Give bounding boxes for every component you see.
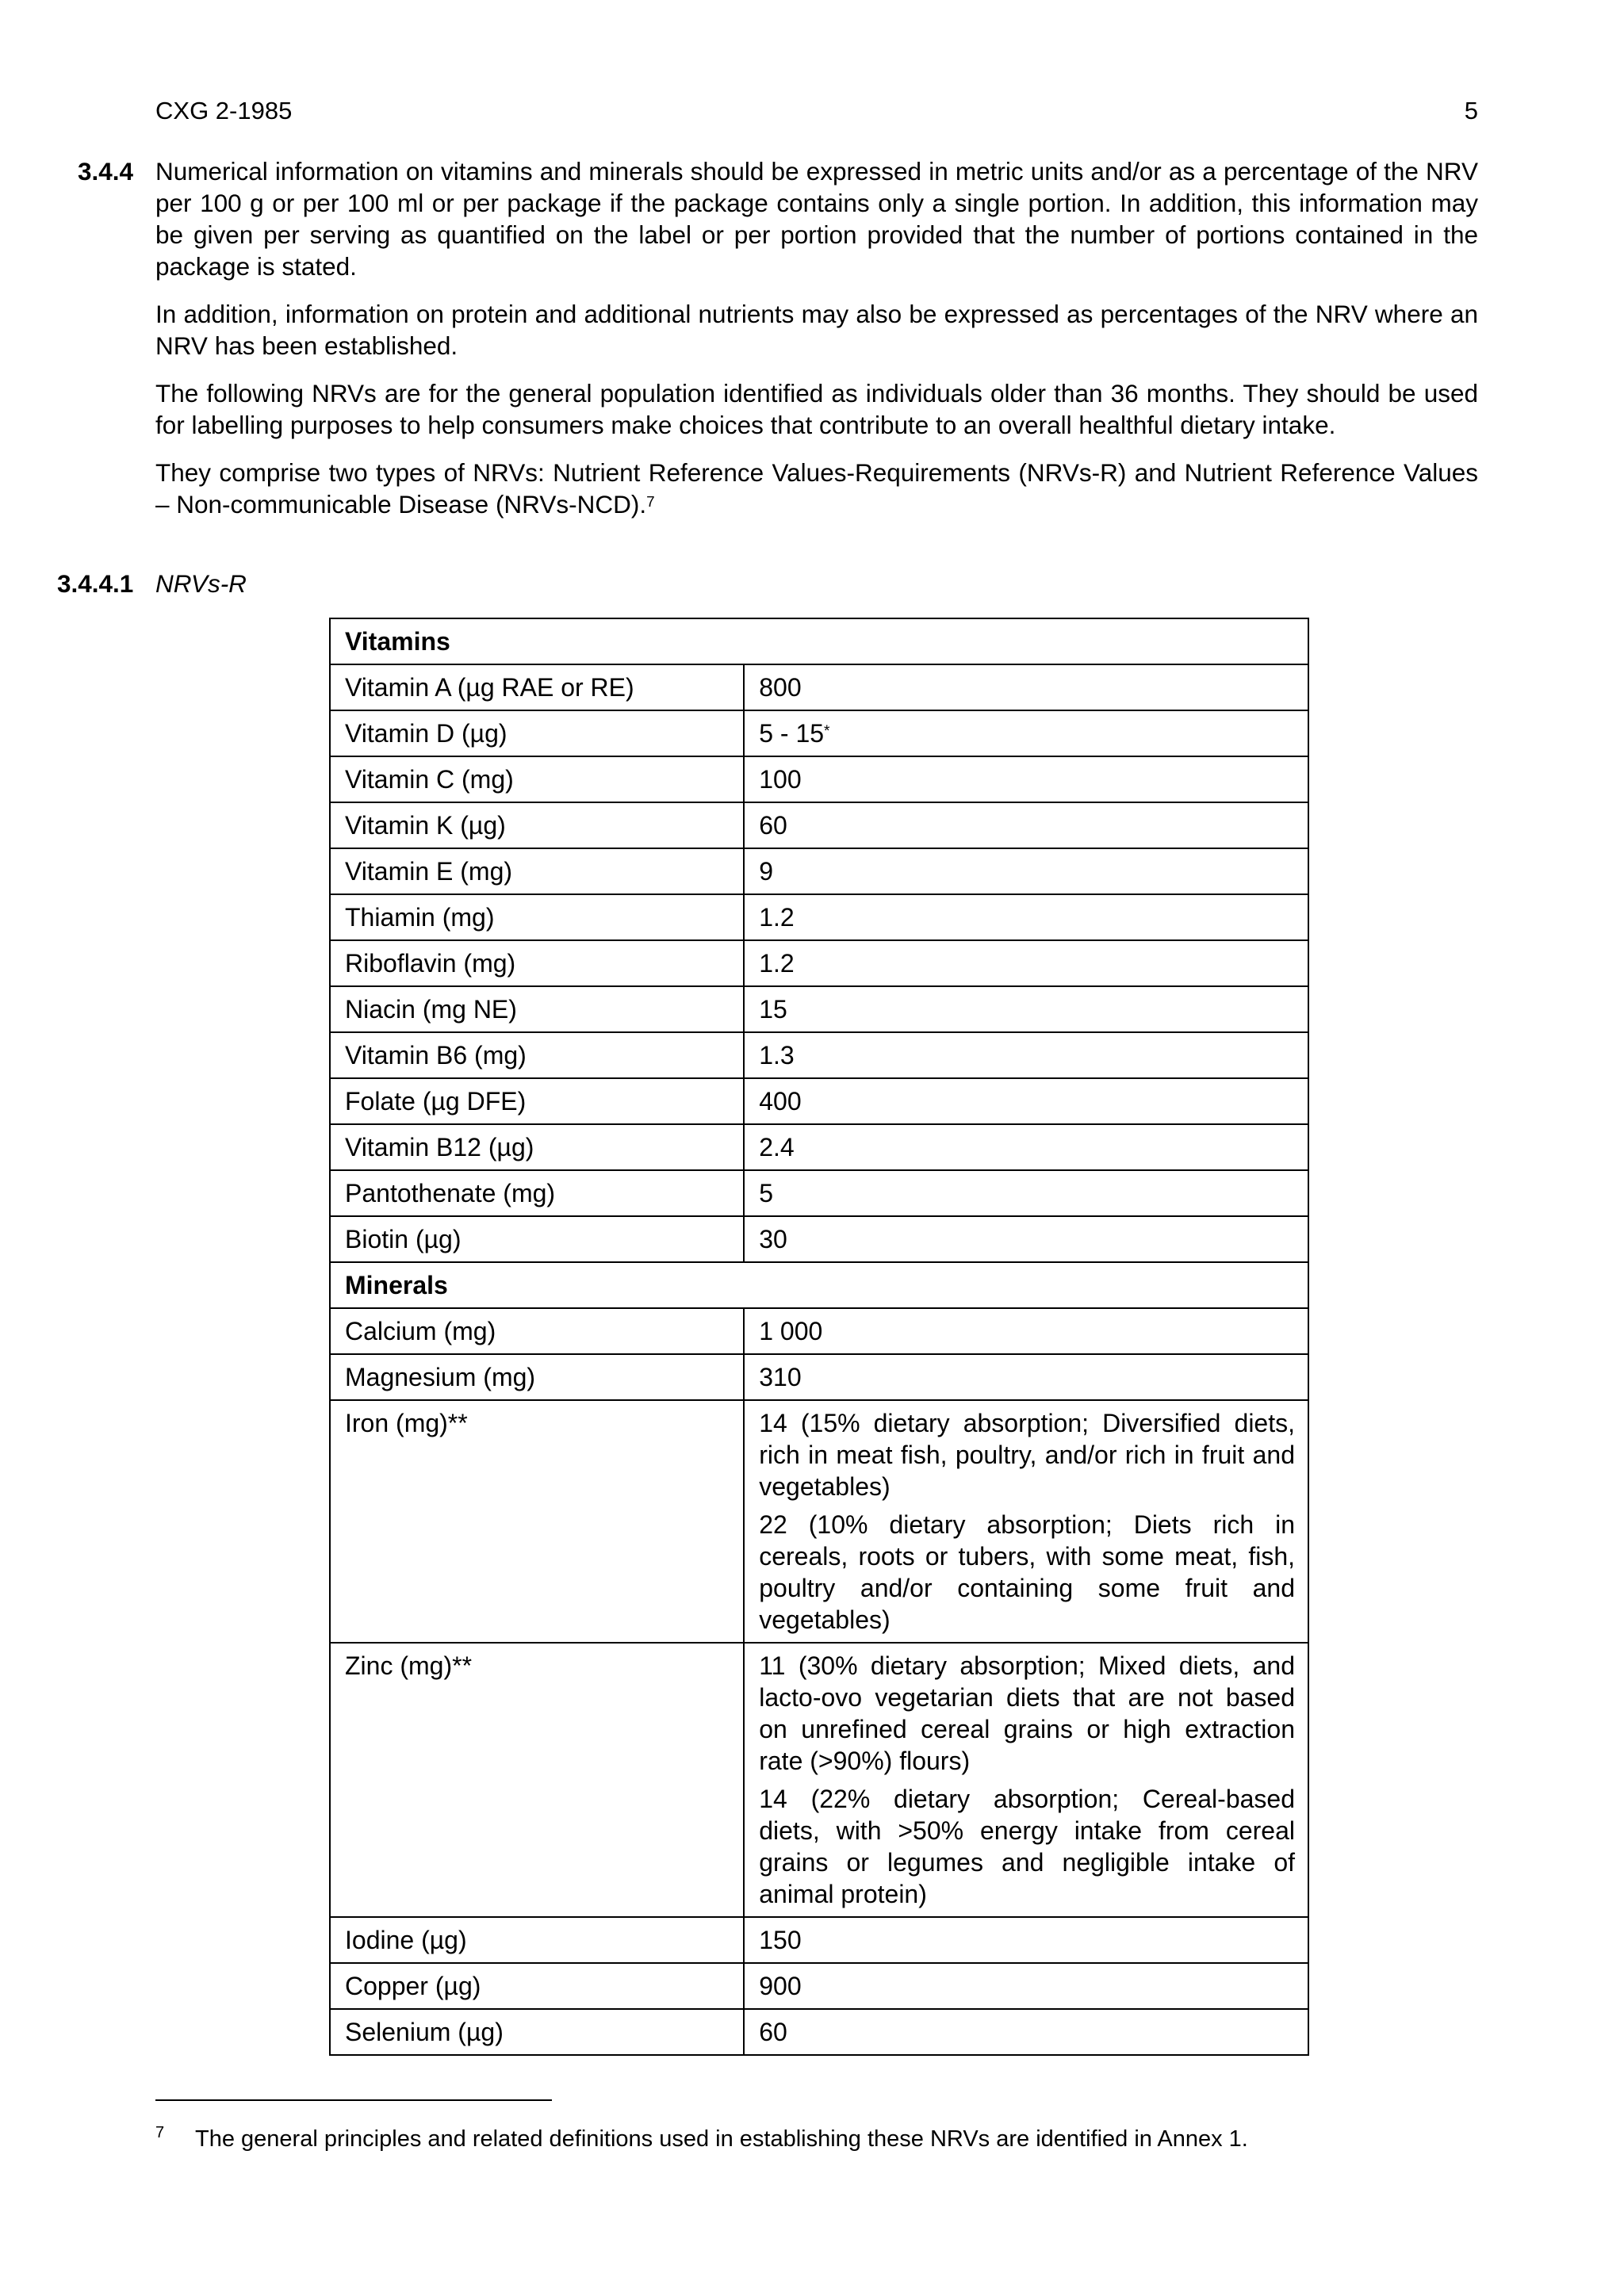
nutrient-name: Iron (mg)**: [330, 1400, 744, 1643]
page-number: 5: [1464, 97, 1478, 124]
table-row: [330, 664, 1308, 710]
paragraph-general-population: The following NRVs are for the general population identified as individuals older than 36 months. They should be used for labelling purposes to help consumers make choices that contribute to an overall healthful dietary intake.: [155, 379, 1478, 439]
table-row: [330, 2009, 1308, 2055]
nutrient-value-text: 900: [759, 1972, 802, 2000]
section-title-nrvs-r: NRVs-R: [155, 569, 247, 598]
nutrient-value: [744, 756, 1308, 802]
nutrient-value-text: 1.2: [759, 949, 795, 978]
table-row: [330, 756, 1308, 802]
nutrient-value-option: 14 (22% dietary absorption; Cereal-based diets, with >50% energy intake from cereal grains or legumes and negligible intake of animal protein): [759, 1785, 1295, 1908]
nutrient-value: [744, 1963, 1308, 2009]
nutrient-name: Vitamin K (µg): [330, 802, 744, 848]
nutrient-value: [744, 710, 1308, 756]
nutrient-value: [744, 1308, 1308, 1354]
nutrient-value-text: 60: [759, 811, 787, 840]
nutrient-value-text: 5: [759, 1179, 774, 1207]
nutrient-name: Vitamin B6 (mg): [330, 1032, 744, 1078]
nutrient-name: Selenium (µg): [330, 2009, 744, 2055]
nutrient-value-text: 30: [759, 1225, 787, 1253]
nutrient-value-text: 60: [759, 2018, 787, 2046]
nutrient-name: Riboflavin (mg): [330, 940, 744, 986]
nutrient-value: [744, 1400, 1308, 1643]
minerals-heading: Minerals: [330, 1262, 1308, 1308]
nutrient-name: Folate (µg DFE): [330, 1078, 744, 1124]
footnote-text: The general principles and related definitions used in establishing these NRVs are identified in Annex 1.: [195, 2126, 1248, 2152]
nutrient-name: Pantothenate (mg): [330, 1170, 744, 1216]
nutrient-value: [744, 1124, 1308, 1170]
nutrient-value: [744, 2009, 1308, 2055]
table-row: [330, 1078, 1308, 1124]
table-group-row: [330, 618, 1308, 664]
table-row: [330, 1963, 1308, 2009]
nutrient-value-text: 100: [759, 765, 802, 794]
section-number-3-4-4: 3.4.4: [78, 157, 134, 186]
document-code: CXG 2-1985: [155, 97, 293, 124]
table-row: [330, 1216, 1308, 1262]
nutrient-value: [744, 1643, 1308, 1917]
footnote-reference: 7: [646, 494, 655, 511]
nutrient-value-text: 2.4: [759, 1133, 795, 1161]
nrv-types-text: They comprise two types of NRVs: Nutrient Reference Values-Requirements (NRVs-R) and Nutrient Reference Values – Non-communicable Disease (NRVs-NCD).: [155, 458, 1478, 519]
table-row: [330, 894, 1308, 940]
nutrient-value: [744, 986, 1308, 1032]
nutrient-value: [744, 1170, 1308, 1216]
paragraph-protein-percentages: In addition, information on protein and additional nutrients may also be expressed as percentages of the NRV where an NRV has been established.: [155, 300, 1478, 360]
nutrient-value: [744, 664, 1308, 710]
nutrient-value: [744, 1032, 1308, 1078]
nutrient-value: [744, 1078, 1308, 1124]
nutrient-name: Thiamin (mg): [330, 894, 744, 940]
nutrient-name: Calcium (mg): [330, 1308, 744, 1354]
nutrient-value-text: 1.3: [759, 1041, 795, 1070]
table-row: [330, 1643, 1308, 1917]
table-row: [330, 940, 1308, 986]
nrv-table-body: [330, 618, 1308, 2055]
table-row: [330, 710, 1308, 756]
nutrient-value-text: 15: [759, 995, 787, 1024]
table-row: [330, 1354, 1308, 1400]
table-group-row: [330, 1262, 1308, 1308]
nutrient-name: Biotin (µg): [330, 1216, 744, 1262]
table-row: [330, 1917, 1308, 1963]
nutrient-value: [744, 894, 1308, 940]
table-row: [330, 1400, 1308, 1643]
nutrient-value: [744, 940, 1308, 986]
nutrient-value-option: 11 (30% dietary absorption; Mixed diets, and lacto-ovo vegetarian diets that are not based on unrefined cereal grains or high extraction rate (>90%) flours): [759, 1651, 1295, 1775]
nutrient-value-text: 9: [759, 857, 774, 886]
nutrient-value-text: 5 - 15: [759, 719, 825, 748]
table-row: [330, 1170, 1308, 1216]
footnote-separator: [155, 2099, 552, 2101]
nutrient-name: Vitamin A (µg RAE or RE): [330, 664, 744, 710]
vitamins-heading: Vitamins: [330, 618, 1308, 664]
paragraph-nrv-types: [155, 457, 1478, 520]
table-row: [330, 848, 1308, 894]
value-footnote-mark: *: [824, 723, 830, 740]
nutrient-value: [744, 802, 1308, 848]
nutrient-name: Niacin (mg NE): [330, 986, 744, 1032]
nutrient-name: Magnesium (mg): [330, 1354, 744, 1400]
nutrient-value-text: 1 000: [759, 1317, 823, 1345]
footnote-mark: 7: [155, 2124, 165, 2141]
table-row: [330, 1032, 1308, 1078]
nutrient-name: Iodine (µg): [330, 1917, 744, 1963]
nutrient-value: [744, 1216, 1308, 1262]
nutrient-value-option: 14 (15% dietary absorption; Diversified diets, rich in meat fish, poultry, and/or rich in fruit and vegetables): [759, 1409, 1295, 1501]
nutrient-name: Vitamin E (mg): [330, 848, 744, 894]
nutrient-value-text: 150: [759, 1926, 802, 1954]
nrv-table: [329, 618, 1309, 2056]
nutrient-value: [744, 1354, 1308, 1400]
section-number-3-4-4-1: 3.4.4.1: [57, 569, 134, 598]
table-row: [330, 802, 1308, 848]
nutrient-name: Vitamin C (mg): [330, 756, 744, 802]
nutrient-name: Zinc (mg)**: [330, 1643, 744, 1917]
nutrient-value-option: 22 (10% dietary absorption; Diets rich in cereals, roots or tubers, with some meat, fish, poultry and/or containing some fruit and vegetables): [759, 1510, 1295, 1634]
table-row: [330, 1124, 1308, 1170]
page-header: [155, 97, 1478, 128]
nutrient-value-text: 400: [759, 1087, 802, 1115]
nutrient-value-text: 800: [759, 673, 802, 702]
nutrient-name: Vitamin D (µg): [330, 710, 744, 756]
nutrient-name: Copper (µg): [330, 1963, 744, 2009]
nutrient-value: [744, 1917, 1308, 1963]
paragraph-numerical-information: Numerical information on vitamins and minerals should be expressed in metric units and/or as a percentage of the NRV per 100 g or per 100 ml or per package if the package contains only a single portion. In addition, this information may be given per serving as quantified on the label or per portion provided that the number of portions contained in the package is stated.: [155, 157, 1478, 281]
table-row: [330, 1308, 1308, 1354]
nutrient-value-text: 1.2: [759, 903, 795, 932]
nutrient-value-text: 310: [759, 1363, 802, 1391]
nutrient-value: [744, 848, 1308, 894]
table-row: [330, 986, 1308, 1032]
section-3-4-4-body: [155, 155, 1478, 536]
nutrient-name: Vitamin B12 (µg): [330, 1124, 744, 1170]
